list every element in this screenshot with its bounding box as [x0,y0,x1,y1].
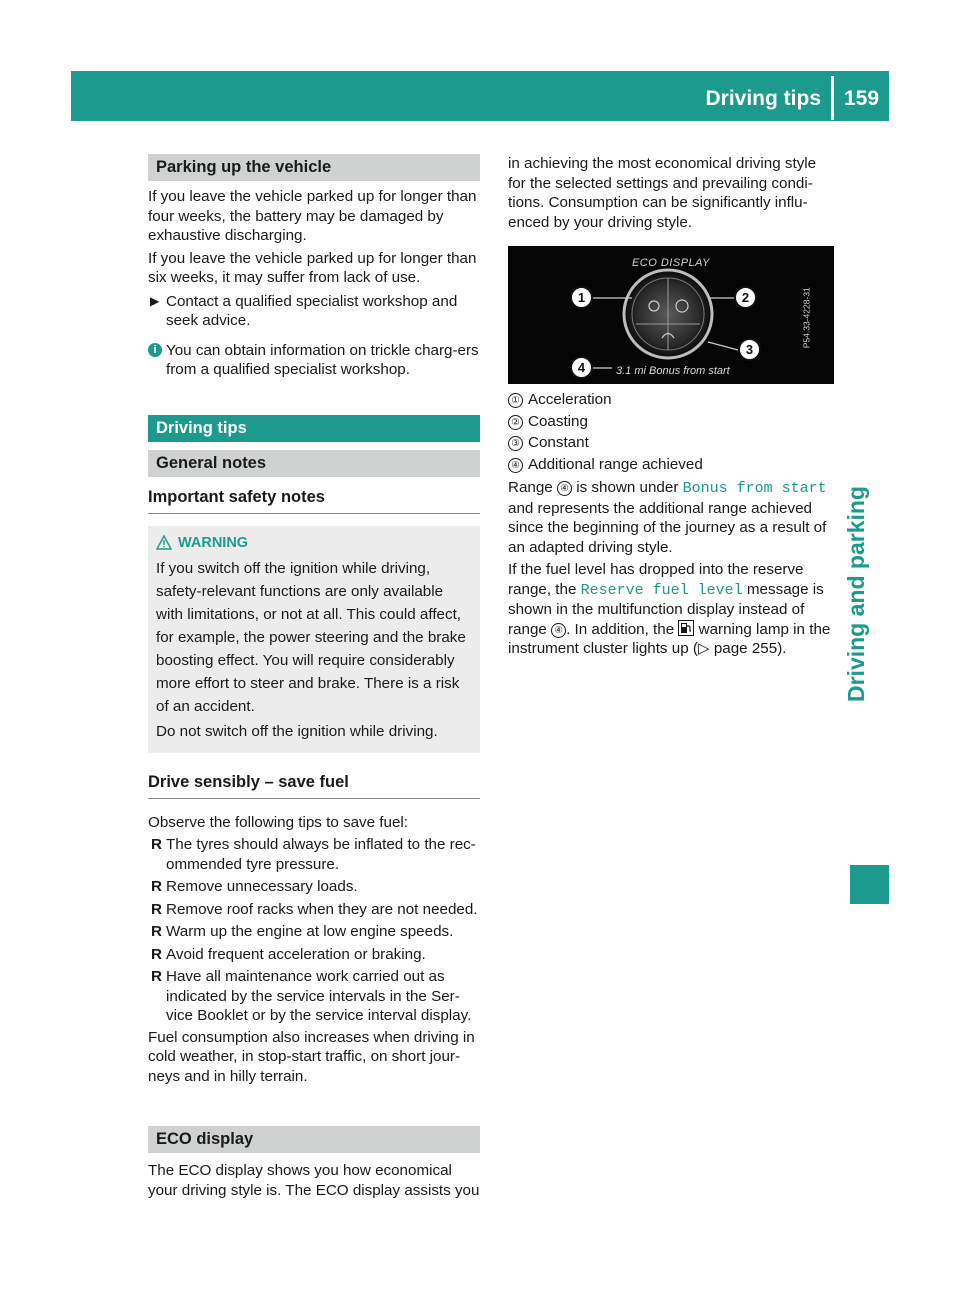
legend-item: ② Coasting [508,412,834,432]
legend [508,390,834,474]
eco-display-picture [508,246,834,384]
range-ref-number: ④ [557,481,572,496]
header-title: Driving tips [705,87,821,110]
safety-notes-heading: Important safety notes [148,486,480,514]
legend-item: ③ Constant [508,433,834,453]
side-tab [850,865,889,904]
parking-paragraph-2: If you leave the vehicle parked up for longer than six weeks, it may suffer from lack of use. [148,249,477,286]
image-code: P54.33-4228-31 [801,287,812,349]
page-ref-link[interactable]: page 255 [713,640,778,657]
eco-intro-continued: in achieving the most economical driving style for the selected settings and prevailing condi-tions. Consumption can be significantly influ-enced by your driving style. [508,155,817,231]
list-item: R Have all maintenance work carried out as indicated by the service intervals in the Ser-vice Booklet or by the service interval display. [151,968,472,1024]
parking-step-text: Contact a qualified specialist workshop and seek advice. [166,292,458,329]
page-ref-arrow-icon: ▷ [697,640,710,657]
parking-info-text: You can obtain information on trickle charg-ers from a qualified specialist workshop. [166,341,479,378]
warning-title [156,532,472,555]
side-label-text: Driving and parking [843,486,869,702]
left-column [148,154,480,1200]
legend-item: ① Acceleration [508,390,834,410]
parking-paragraph-1: If you leave the vehicle parked up for longer than four weeks, the battery may be damaged by exhaustive discharging. [148,188,477,244]
reserve-paragraph: If the fuel level has dropped into the reserve range, the Reserve fuel level message is shown in the multifunction display instead of range ④ . In addition, the warning lamp in the instrument cluster lights up (▷ page 255). [508,561,831,657]
list-item: R Remove roof racks when they are not needed. [151,900,478,918]
eco-display-title: ECO DISPLAY [631,257,711,269]
page-number: 159 [844,87,880,110]
reserve-fuel-level-code: Reserve fuel level [580,581,743,599]
right-column [508,154,834,659]
parking-info-note [148,341,480,380]
warning-triangle-icon [156,535,172,550]
legend-item: ④ Additional range achieved [508,455,834,475]
warning-paragraph-1: If you switch off the ignition while driving, safety-relevant functions are only available with limitations, or not at all. This could affect, for example, the power steering and the brake boosting effect. You will require considerably more effort to steer and brake. There is a risk of an accident. [156,559,466,715]
callout-1: 1 [570,286,593,309]
info-icon: i [148,343,162,357]
list-item: R Avoid frequent acceleration or braking. [151,945,426,963]
eco-paragraph: The ECO display shows you how economical your driving style is. The ECO display assists you [148,1162,480,1199]
list-item: R Remove unnecessary loads. [151,878,358,895]
warning-box [148,526,480,753]
drive-outro: Fuel consumption also increases when driving in cold weather, in stop-start traffic, on short jour-neys and in hilly terrain. [148,1028,475,1085]
bonus-from-start-code: Bonus from start [682,480,827,497]
parking-step [148,292,480,331]
eco-display-band: ECO display [148,1126,480,1153]
drive-intro: Observe the following tips to save fuel: [148,813,409,831]
callout-2: 2 [734,286,757,309]
callout-3: 3 [738,338,761,361]
range-paragraph: Range ④ is shown under Bonus from start and represents the additional range achieved since the beginning of the journey as a result of an adapted driving style. [508,479,827,556]
list-item: R The tyres should always be inflated to the rec-ommended tyre pressure. [151,836,476,873]
fuel-tips-list [148,835,480,1026]
drive-sensibly-heading: Drive sensibly – save fuel [148,771,480,799]
step-arrow-icon: ▶ [150,293,160,308]
general-notes-band: General notes [148,450,480,477]
warning-paragraph-2: Do not switch off the ignition while driving. [156,722,438,740]
warning-title-text: WARNING [178,534,249,551]
list-item: R Warm up the engine at low engine speeds. [151,923,454,940]
reserve-ref-number: ④ [551,623,566,638]
eco-display-caption: 3.1 mi Bonus from start [616,365,730,377]
header-separator [831,76,834,120]
callout-4: 4 [570,356,593,379]
side-label [842,486,886,702]
parking-section-title: Parking up the vehicle [148,154,480,181]
fuel-pump-icon [678,620,694,636]
driving-tips-band: Driving tips [148,415,480,442]
